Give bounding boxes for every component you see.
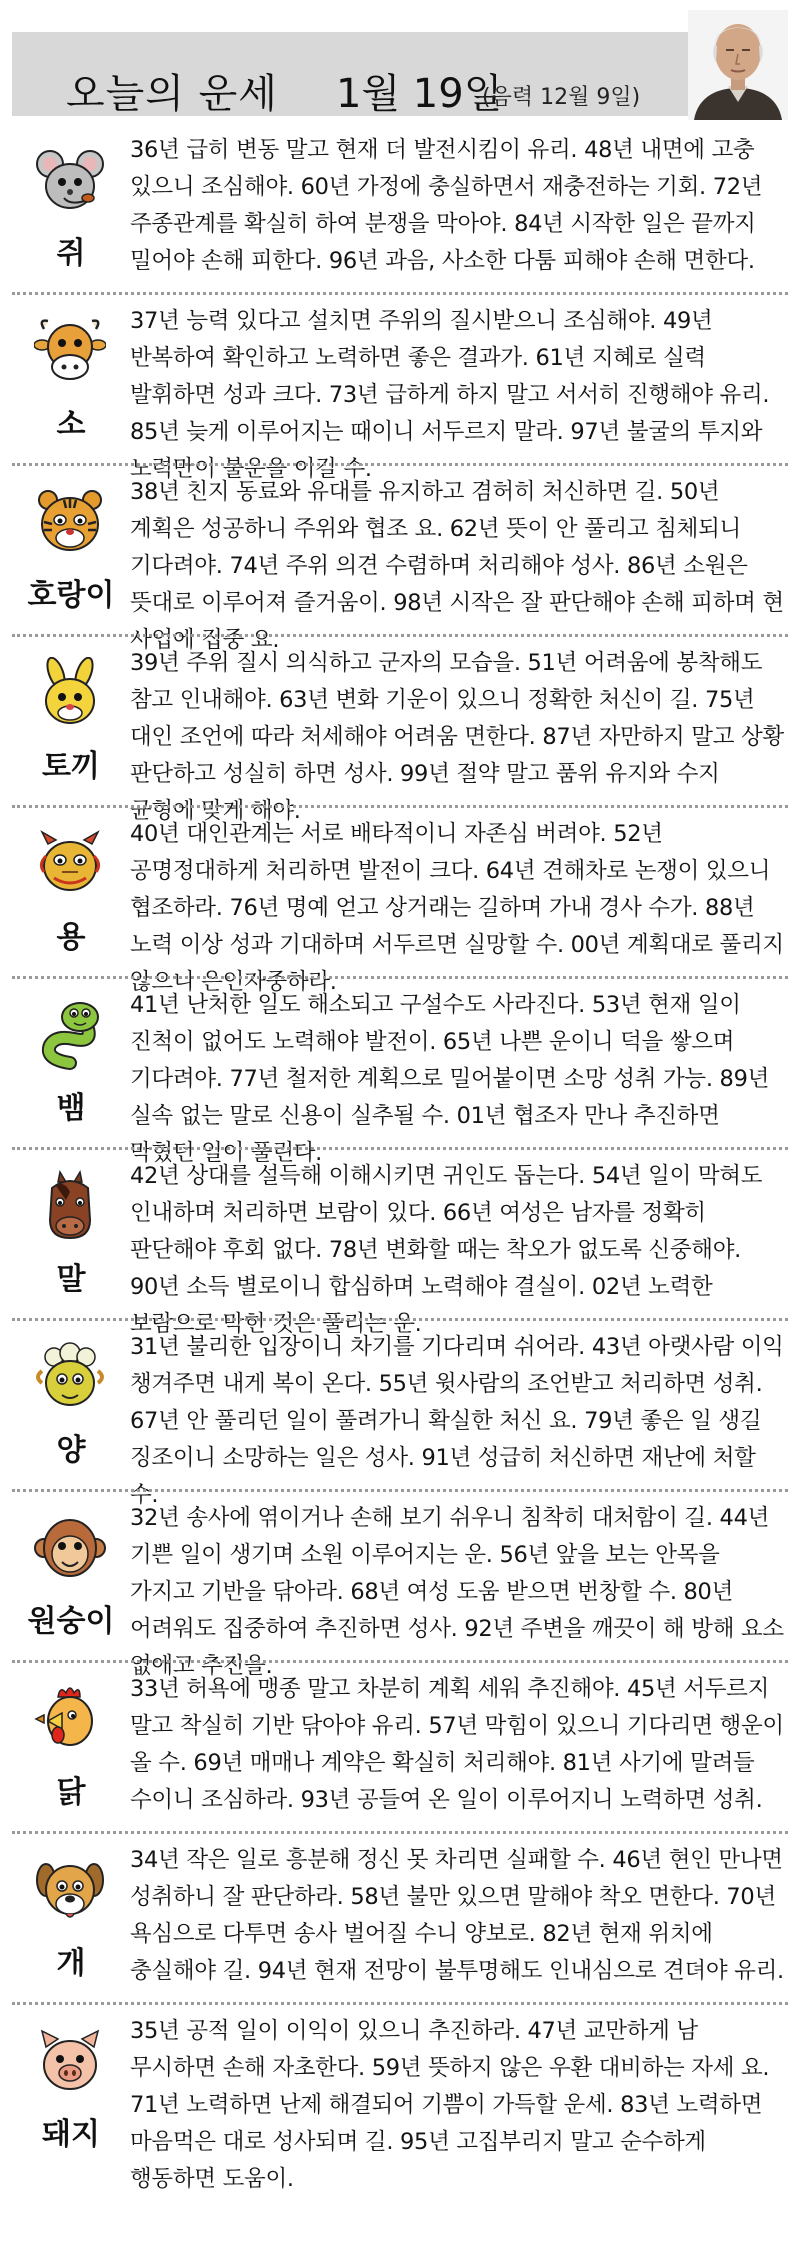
fortune-text: 39년 주위 질시 의식하고 군자의 모습을. 51년 어려움에 봉착해도 참고 인내해야. 63년 변화 기운이 있으니 정확한 처신이 길. 75년 대인 조언에 따라 처세해야 어려움 면한다. 87년 자만하지 말고 상황 판단하고 성실히 하면 성사. 99년 절약 말고 품위 유지와 수지 균형에 맞게 해야. <box>130 650 784 824</box>
animal-name: 돼지 <box>42 2117 100 2152</box>
fortune-row-snake <box>12 976 788 1166</box>
animal-column <box>12 1663 130 1831</box>
fortune-row-horse <box>12 1147 788 1337</box>
animal-name: 닭 <box>56 1775 86 1810</box>
fortune-row-tiger <box>12 463 788 653</box>
animal-name: 토끼 <box>42 749 100 784</box>
fortune-row-rabbit <box>12 634 788 824</box>
title-banner <box>12 32 698 116</box>
animal-column <box>12 1492 130 1660</box>
fortune-row-dragon <box>12 805 788 995</box>
fortune-list <box>12 124 788 2192</box>
animal-column <box>12 1150 130 1318</box>
fortune-text: 31년 불리한 입장이니 차기를 기다리며 쉬어라. 43년 아랫사람 이익 챙겨주면 내게 복이 온다. 55년 윗사람의 조언받고 처리하면 성취. 67년 안 풀리던 일이 풀려가니 확실한 처신 요. 79년 좋은 일 생길 징조이니 소망하는 일은 성사. 91년 성급히 처신하면 재난에 처할 수. <box>130 1334 784 1508</box>
animal-column <box>12 1321 130 1489</box>
monkey-icon <box>34 1512 106 1584</box>
page-title: 오늘의 운세 <box>66 71 278 117</box>
pig-icon <box>34 2025 106 2097</box>
animal-column <box>12 2005 130 2173</box>
fortune-row-dog <box>12 1831 788 2002</box>
animal-column <box>12 1834 130 2002</box>
snake-icon <box>34 999 106 1071</box>
animal-name: 호랑이 <box>27 578 115 613</box>
animal-column <box>12 637 130 805</box>
fortune-text: 38년 친지 동료와 유대를 유지하고 겸허히 처신하면 길. 50년 계획은 성공하니 주위와 협조 요. 62년 뜻이 안 풀리고 침체되니 기다려야. 74년 주위 의견 수렴하며 처리해야 성사. 86년 소원은 뜻대로 이루어져 즐거움이. 98년 시작은 잘 판단해야 손해 피하며 현 사업에 집중 요. <box>130 479 784 653</box>
animal-name: 양 <box>56 1433 86 1468</box>
columnist-portrait <box>688 10 788 120</box>
header <box>12 10 788 122</box>
fortune-row-sheep <box>12 1318 788 1508</box>
fortune-row-rooster <box>12 1660 788 1831</box>
date-label: 1월 19일 <box>336 71 503 117</box>
rat-icon <box>34 144 106 216</box>
fortune-text: 40년 대인관계는 서로 배타적이니 자존심 버려야. 52년 공명정대하게 처리하면 발전이 크다. 64년 견해차로 논쟁이 있으니 협조하라. 76년 명예 얻고 상거래는 길하며 가내 경사 수가. 88년 노력 이상 성과 기대하며 서두르면 실망할 수. 00년 계획대로 풀리지 않으니 은인자중하라. <box>130 821 784 995</box>
animal-name: 말 <box>56 1262 86 1297</box>
fortune-text: 33년 허욕에 맹종 말고 차분히 계획 세워 추진해야. 45년 서두르지 말고 착실히 기반 닦아야 유리. 57년 막힘이 있으니 기다리면 행운이 올 수. 69년 매매나 계약은 확실히 처리해야. 81년 사기에 말려들 수이니 조심하라. 93년 공들여 온 일이 이루어지니 노력하면 성취. <box>130 1676 784 1813</box>
fortune-text: 41년 난처한 일도 해소되고 구설수도 사라진다. 53년 현재 일이 진척이 없어도 노력해야 발전이. 65년 나쁜 운이니 덕을 쌓으며 기다려야. 77년 철저한 계획으로 밀어붙이면 소망 성취 가능. 89년 실속 없는 말로 신용이 실추될 수. 01년 협조자 만나 추진하면 막혔던 일이 풀린다. <box>130 992 770 1166</box>
fortune-text: 34년 작은 일로 흥분해 정신 못 차리면 실패할 수. 46년 현인 만나면 성취하니 잘 판단하라. 58년 불만 있으면 말해야 착오 면한다. 70년 욕심으로 다투면 송사 벌어질 수니 양보로. 82년 현재 위치에 충실해야 길. 94년 현재 전망이 불투명해도 인내심으로 견뎌야 유리. <box>130 1847 784 1984</box>
fortune-text: 37년 능력 있다고 설치면 주위의 질시받으니 조심해야. 49년 반복하여 확인하고 노력하면 좋은 결과가. 61년 지혜로 실력 발휘하면 성과 크다. 73년 급하게 하지 말고 서서히 진행해야 유리. 85년 늦게 이루어지는 때이니 서두르지 말라. 97년 불굴의 투지와 노력만이 불운을 이길 수. <box>130 308 770 482</box>
rooster-icon <box>34 1683 106 1755</box>
animal-name: 원숭이 <box>27 1604 115 1639</box>
animal-column <box>12 124 130 292</box>
rabbit-icon <box>34 657 106 729</box>
dog-icon <box>34 1854 106 1926</box>
animal-column <box>12 295 130 463</box>
lunar-date-label: (음력 12월 9일) <box>482 85 641 110</box>
animal-name: 용 <box>56 920 86 955</box>
fortune-text: 35년 공적 일이 이익이 있으니 추진하라. 47년 교만하게 남 무시하면 손해 자초한다. 59년 뜻하지 않은 우환 대비하는 자세 요. 71년 노력하면 난제 해결되어 기쁨이 가득할 운세. 83년 노력하면 마음먹은 대로 성사되며 길. 95년 고집부리지 말고 순수하게 행동하면 도움이. <box>130 2018 770 2192</box>
animal-name: 쥐 <box>56 236 86 271</box>
animal-name: 개 <box>56 1946 86 1981</box>
fortune-row-monkey <box>12 1489 788 1679</box>
fortune-text: 42년 상대를 설득해 이해시키면 귀인도 돕는다. 54년 일이 막혀도 인내하며 처리하면 보람이 있다. 66년 여성은 남자를 정확히 판단해야 후회 없다. 78년 변화할 때는 착오가 없도록 신중해야. 90년 소득 별로이니 합심하며 노력해야 결실이. 02년 노력한 보람으로 막힌 것은 풀리는 운. <box>130 1163 763 1337</box>
fortune-text: 32년 송사에 엮이거나 손해 보기 쉬우니 침착히 대처함이 길. 44년 기쁜 일이 생기며 소원 이루어지는 운. 56년 앞을 보는 안목을 가지고 기반을 닦아라. 68년 여성 도움 받으면 번창할 수. 80년 어려워도 집중하여 추진하면 성사. 92년 주변을 깨끗이 해 방해 요소 없애고 추진을. <box>130 1505 784 1679</box>
sheep-icon <box>34 1341 106 1413</box>
animal-name: 소 <box>56 407 86 442</box>
animal-name: 뱀 <box>56 1091 86 1126</box>
fortune-row-pig <box>12 2002 788 2192</box>
animal-column <box>12 979 130 1147</box>
horse-icon <box>34 1170 106 1242</box>
fortune-row-rat <box>12 124 788 292</box>
ox-icon <box>34 315 106 387</box>
dragon-icon <box>34 828 106 900</box>
fortune-row-ox <box>12 292 788 482</box>
tiger-icon <box>34 486 106 558</box>
animal-column <box>12 466 130 634</box>
fortune-text: 36년 급히 변동 말고 현재 더 발전시킴이 유리. 48년 내면에 고충 있으니 조심해야. 60년 가정에 충실하면서 재충전하는 기회. 72년 주종관계를 확실히 하여 분쟁을 막아야. 84년 시작한 일은 끝까지 밀어야 손해 피한다. 96년 과음, 사소한 다툼 피해야 손해 면한다. <box>130 137 763 274</box>
animal-column <box>12 808 130 976</box>
